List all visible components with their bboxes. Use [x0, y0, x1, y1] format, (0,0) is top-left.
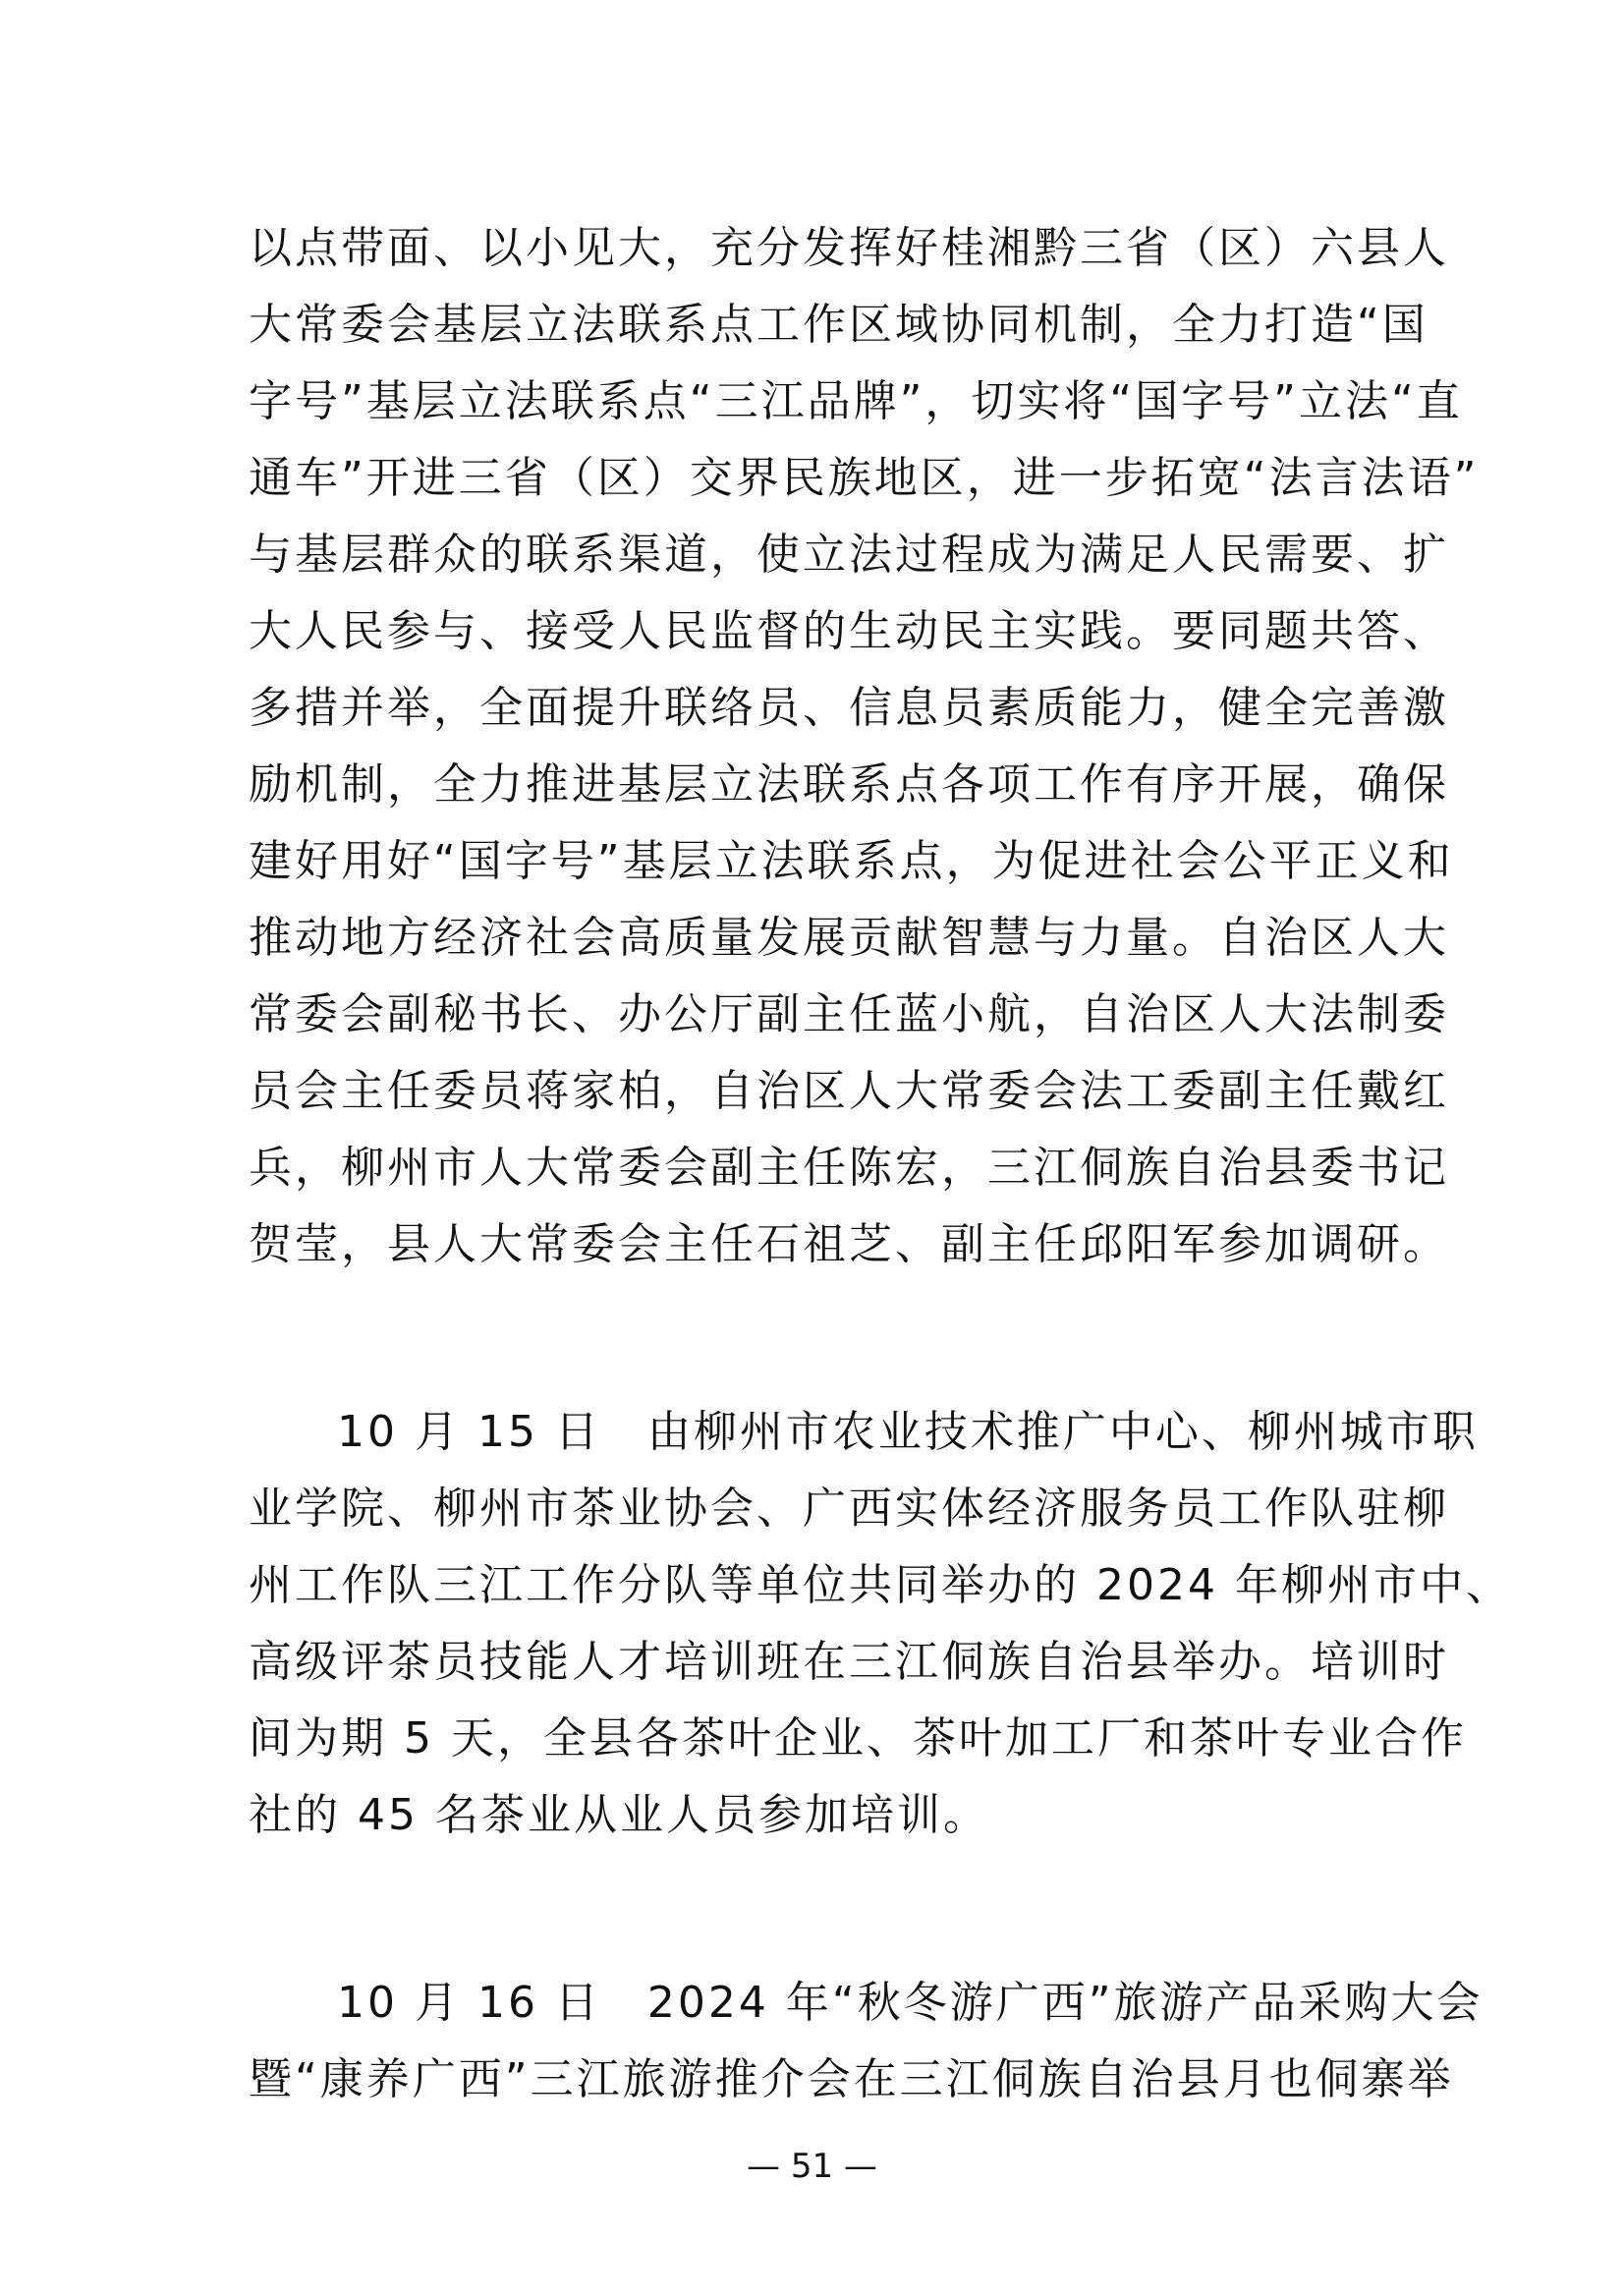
- text-line: 大人民参与、接受人民监督的生动民主实践。要同题共答、: [249, 606, 1449, 656]
- page-number: — 51 —: [747, 2147, 877, 2186]
- text-line: 字号”基层立法联系点“三江品牌”，切实将“国字号”立法“直: [249, 376, 1463, 426]
- text-line: 通车”开进三省（区）交界民族地区，进一步拓宽“法言法语”: [249, 453, 1480, 503]
- text-line: 与基层群众的联系渠道，使立法过程成为满足人民需要、扩: [249, 530, 1449, 580]
- text-line: 贺莹，县人大常委会主任石祖芝、副主任邱阳军参加调研。: [249, 1219, 1449, 1269]
- paragraph-first-line: 10 月 15 日 由柳州市农业技术推广中心、柳州城市职: [337, 1407, 1479, 1457]
- text-line: 常委会副秘书长、办公厅副主任蓝小航，自治区人大法制委: [249, 989, 1449, 1039]
- text-line: 大常委会基层立法联系点工作区域协同机制，全力打造“国: [249, 300, 1428, 350]
- text-line: 推动地方经济社会高质量发展贡献智慧与力量。自治区人大: [249, 913, 1449, 963]
- text-line: 兵，柳州市人大常委会副主任陈宏，三江侗族自治县委书记: [249, 1143, 1449, 1193]
- text-line: 励机制，全力推进基层立法联系点各项工作有序开展，确保: [249, 759, 1449, 810]
- text-line: 间为期 5 天，全县各茶叶企业、茶叶加工厂和茶叶专业合作: [249, 1713, 1467, 1764]
- text-line: 以点带面、以小见大，充分发挥好桂湘黔三省（区）六县人: [249, 223, 1449, 273]
- text-line: 暨“康养广西”三江旅游推介会在三江侗族自治县月也侗寨举: [249, 2054, 1454, 2104]
- text-line: 建好用好“国字号”基层立法联系点，为促进社会公平正义和: [249, 836, 1454, 886]
- text-line: 高级评茶员技能人才培训班在三江侗族自治县举办。培训时: [249, 1637, 1449, 1687]
- text-line: 多措并举，全面提升联络员、信息员素质能力，健全完善激: [249, 683, 1449, 733]
- text-line: 业学院、柳州市茶业协会、广西实体经济服务员工作队驻柳: [249, 1484, 1449, 1534]
- text-line: 员会主任委员蒋家柏，自治区人大常委会法工委副主任戴红: [249, 1066, 1449, 1116]
- text-line: 州工作队三江工作分队等单位共同举办的 2024 年柳州市中、: [249, 1560, 1512, 1610]
- text-line: 社的 45 名茶业从业人员参加培训。: [249, 1790, 989, 1840]
- paragraph-first-line: 10 月 16 日 2024 年“秋冬游广西”旅游产品采购大会: [337, 1978, 1484, 2028]
